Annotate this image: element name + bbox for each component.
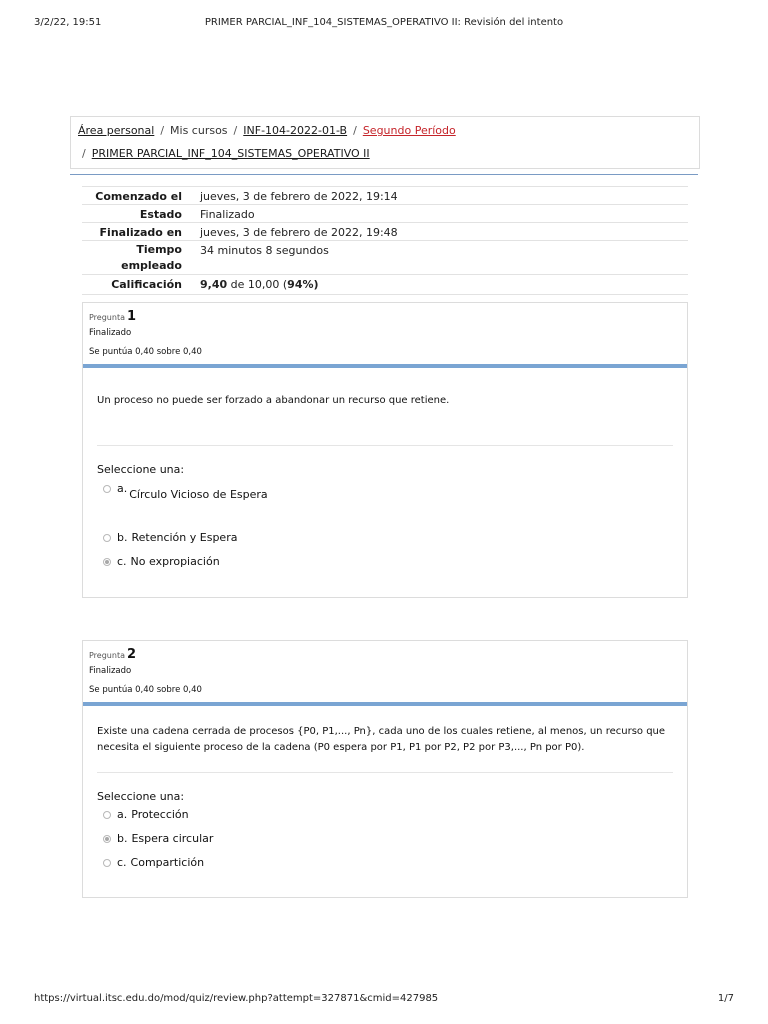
question-1 bbox=[82, 302, 688, 598]
question-word: Pregunta bbox=[89, 313, 125, 322]
summary-row-finished bbox=[82, 222, 688, 240]
breadcrumb-home-link[interactable]: Área personal bbox=[78, 124, 155, 137]
header-divider bbox=[70, 174, 698, 175]
option-label: No expropiación bbox=[130, 555, 220, 568]
option-letter: c. bbox=[117, 856, 127, 869]
print-footer bbox=[0, 993, 768, 1007]
summary-label-line: empleado bbox=[121, 259, 182, 272]
option-label: Protección bbox=[131, 808, 189, 821]
breadcrumb-period-link[interactable]: Segundo Período bbox=[362, 124, 456, 137]
question-word: Pregunta bbox=[89, 651, 125, 660]
option-label: Círculo Vicioso de Espera bbox=[129, 488, 268, 501]
summary-label: Comenzado el bbox=[95, 190, 182, 203]
breadcrumb-separator: / bbox=[233, 124, 238, 137]
option-letter: a. bbox=[117, 482, 128, 495]
summary-label bbox=[82, 241, 194, 274]
question-2 bbox=[82, 640, 688, 898]
grade-score: 9,40 bbox=[200, 278, 228, 291]
answer-option[interactable] bbox=[103, 531, 237, 544]
breadcrumb-course-link[interactable]: INF-104-2022-01-B bbox=[243, 124, 348, 137]
attempt-summary-table bbox=[82, 186, 688, 295]
print-title: PRIMER PARCIAL_INF_104_SISTEMAS_OPERATIVO II: Revisión del intento bbox=[204, 17, 564, 28]
answer-option[interactable] bbox=[103, 555, 220, 568]
summary-value: jueves, 3 de febrero de 2022, 19:14 bbox=[200, 190, 398, 203]
summary-value: jueves, 3 de febrero de 2022, 19:48 bbox=[200, 226, 398, 239]
summary-value: Finalizado bbox=[200, 208, 255, 221]
breadcrumb bbox=[70, 116, 700, 169]
option-letter: b. bbox=[117, 531, 128, 544]
answer-option[interactable] bbox=[103, 482, 268, 501]
breadcrumb-courses: Mis cursos bbox=[170, 124, 228, 137]
question-text: Un proceso no puede ser forzado a abandonar un recurso que retiene. bbox=[97, 395, 450, 406]
summary-value bbox=[194, 275, 688, 294]
breadcrumb-separator: / bbox=[82, 147, 86, 160]
question-grade: Se puntúa 0,40 sobre 0,40 bbox=[89, 347, 202, 357]
answer-prompt: Seleccione una: bbox=[97, 463, 185, 476]
print-page-number: 1/7 bbox=[717, 993, 734, 1004]
summary-label-line: Tiempo bbox=[136, 243, 182, 256]
option-label: Espera circular bbox=[131, 832, 214, 845]
question-grade: Se puntúa 0,40 sobre 0,40 bbox=[89, 685, 202, 695]
question-divider bbox=[97, 445, 673, 446]
question-divider bbox=[97, 772, 673, 773]
print-header bbox=[0, 17, 768, 31]
summary-value: 34 minutos 8 segundos bbox=[200, 244, 329, 257]
answer-option[interactable] bbox=[103, 832, 213, 845]
option-letter: c. bbox=[117, 555, 127, 568]
option-letter: b. bbox=[117, 832, 128, 845]
question-num: 2 bbox=[126, 647, 137, 662]
answer-prompt: Seleccione una: bbox=[97, 790, 185, 803]
radio-button-selected[interactable] bbox=[103, 558, 111, 566]
radio-button[interactable] bbox=[103, 485, 111, 493]
question-content-bar bbox=[83, 702, 687, 706]
question-number bbox=[89, 647, 136, 662]
summary-label: Estado bbox=[139, 208, 182, 221]
summary-label: Finalizado en bbox=[99, 226, 182, 239]
question-state: Finalizado bbox=[89, 666, 132, 676]
radio-button[interactable] bbox=[103, 859, 111, 867]
breadcrumb-separator: / bbox=[160, 124, 165, 137]
print-url: https://virtual.itsc.edu.do/mod/quiz/review.php?attempt=327871&cmid=427985 bbox=[34, 993, 439, 1004]
breadcrumb-separator: / bbox=[353, 124, 357, 137]
option-label: Compartición bbox=[130, 856, 205, 869]
question-number bbox=[89, 309, 136, 324]
answer-option[interactable] bbox=[103, 808, 189, 821]
question-text bbox=[97, 724, 665, 756]
print-date: 3/2/22, 19:51 bbox=[34, 17, 102, 28]
option-label: Retención y Espera bbox=[131, 531, 238, 544]
grade-percent-sign: %) bbox=[302, 278, 319, 291]
question-text-line: necesita el siguiente proceso de la cadena (P0 espera por P1, P1 por P2, P2 por P3,..., Pn por P0). bbox=[97, 742, 585, 753]
option-letter: a. bbox=[117, 808, 128, 821]
grade-of: de 10,00 ( bbox=[230, 278, 288, 291]
summary-row-started bbox=[82, 186, 688, 204]
radio-button[interactable] bbox=[103, 811, 111, 819]
grade-percent: 94 bbox=[287, 278, 303, 291]
summary-row-grade bbox=[82, 274, 688, 295]
breadcrumb-quiz-link[interactable]: PRIMER PARCIAL_INF_104_SISTEMAS_OPERATIVO II bbox=[91, 147, 370, 160]
question-num: 1 bbox=[126, 309, 137, 324]
question-state: Finalizado bbox=[89, 328, 132, 338]
question-text-line: Existe una cadena cerrada de procesos {P0, P1,..., Pn}, cada uno de los cuales retiene, al menos, un recurso que bbox=[97, 726, 666, 737]
question-content-bar bbox=[83, 364, 687, 368]
answer-option[interactable] bbox=[103, 856, 204, 869]
summary-label: Calificación bbox=[111, 278, 182, 291]
summary-row-time bbox=[82, 240, 688, 274]
radio-button-selected[interactable] bbox=[103, 835, 111, 843]
summary-row-state bbox=[82, 204, 688, 222]
radio-button[interactable] bbox=[103, 534, 111, 542]
